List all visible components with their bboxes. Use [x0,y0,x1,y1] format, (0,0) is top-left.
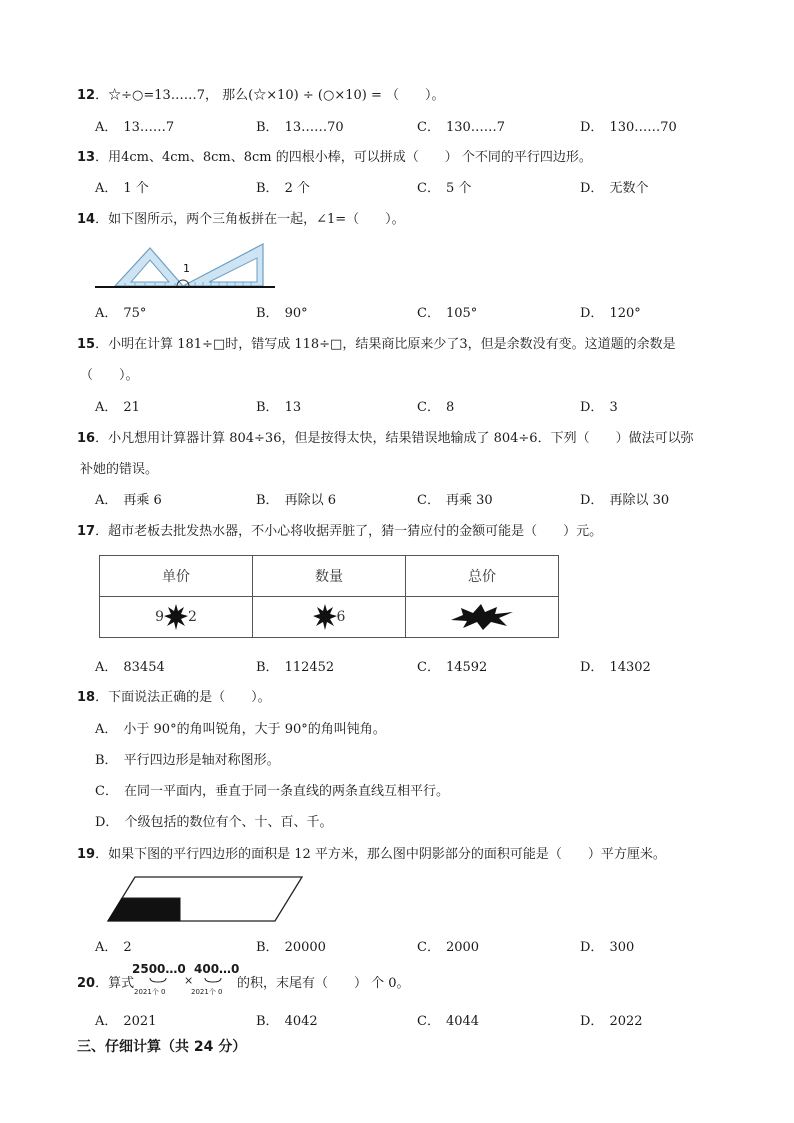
question-number: 20 [77,976,96,991]
option-text: 300 [609,940,635,955]
option-text: 13……7 [123,120,175,135]
option-text: 再乘 6 [123,493,162,508]
question-text: ．下面说法正确的是（ ）。 [95,690,271,705]
option-label: C． [417,181,440,196]
digit: 9 [155,609,164,625]
question-continuation: 补她的错误。 [80,462,159,477]
cell-unit-price [100,597,253,638]
option-b[interactable] [256,116,344,135]
option-text: 8 [445,400,455,415]
option-label: D． [580,940,604,955]
option-label: B． [256,181,279,196]
option-text: 5 个 [445,181,472,196]
option-text: 112452 [284,660,335,675]
option-text: 再除以 6 [284,493,336,508]
option-label: D． [580,181,604,196]
option-a[interactable] [95,656,165,675]
option-d[interactable] [580,656,651,675]
underbrace-icon [203,977,223,985]
question-text-post: 的积，末尾有（ ） 个 0。 [237,976,410,991]
option-text: 2000 [445,940,480,955]
option-label: C． [417,400,440,415]
option-text: 14592 [445,660,488,675]
option-a[interactable] [95,718,386,737]
option-text: 14302 [609,660,651,675]
option-d[interactable] [580,177,648,196]
ink-blot-icon [164,604,188,630]
option-a[interactable] [95,396,140,415]
question-number: 18 [77,690,96,705]
option-text: 75° [123,306,147,321]
option-d[interactable] [580,302,641,321]
option-text: 130……7 [445,120,506,135]
option-label: D． [580,400,604,415]
option-label: D． [580,493,604,508]
option-label: A． [95,493,118,508]
option-label: C． [417,306,440,321]
option-text: 在同一平面内，垂直于同一条直线的两条直线互相平行。 [123,784,449,799]
underbrace-icon [148,977,168,985]
question-13 [77,146,592,165]
shaded-region [108,898,180,921]
option-label: A． [95,940,118,955]
question-text-pre: ．算式 [95,976,135,991]
option-label: A． [95,722,118,737]
option-text: 再除以 30 [609,493,670,508]
option-label: B． [256,940,279,955]
question-text: ．如下图所示，两个三角板拼在一起，∠1=（ ）。 [95,212,405,227]
times-sign: × [184,974,194,987]
option-text: 2022 [609,1014,643,1029]
option-c[interactable] [417,302,477,321]
parallelogram-figure [105,874,307,924]
option-d[interactable] [95,811,332,830]
option-text: 个级包括的数位有个、十、百、千。 [124,815,333,830]
option-text: 20000 [284,940,326,955]
ink-blot-icon [451,604,513,630]
option-c[interactable] [417,177,471,196]
option-label: A． [95,120,118,135]
cell-quantity [253,597,406,638]
option-text: 平行四边形是轴对称图形。 [123,753,280,768]
option-b[interactable] [256,302,308,321]
option-text: 120° [609,306,641,321]
question-15 [77,333,676,352]
option-label: B． [256,306,279,321]
expr-subscript-2: 2021个 0 [191,988,223,996]
option-label: A． [95,181,118,196]
option-label: D． [580,1014,604,1029]
option-text: 13 [284,400,302,415]
option-b[interactable] [256,656,334,675]
option-text: 小于 90°的角叫锐角，大于 90°的角叫钝角。 [123,722,386,737]
question-20 [77,972,134,991]
option-label: C． [417,660,440,675]
option-label: A． [95,660,118,675]
question-number: 14 [77,212,96,227]
option-b[interactable] [256,177,310,196]
table-header-row [100,556,559,597]
question-text: ．用4cm、4cm、8cm、8cm 的四根小棒，可以拼成（ ） 个不同的平行四边形。 [95,150,592,165]
question-number: 16 [77,431,96,446]
option-c[interactable] [417,936,479,955]
option-label: C． [417,120,440,135]
option-d[interactable] [580,1010,643,1029]
option-b[interactable] [256,396,301,415]
option-a[interactable] [95,302,146,321]
option-label: B． [256,660,279,675]
option-d[interactable] [580,936,634,955]
table-row [100,597,559,638]
question-16 [77,427,694,446]
angle-label: 1 [183,262,190,275]
option-text: 3 [609,400,618,415]
question-text: ．如果下图的平行四边形的面积是 12 平方米，那么图中阴影部分的面积可能是（ ）平方厘米。 [95,847,666,862]
option-label: C． [417,493,440,508]
option-text: 2 个 [284,181,310,196]
option-text: 无数个 [609,181,649,196]
ink-blot-icon [313,604,337,630]
option-c[interactable] [417,489,493,508]
option-text: 2021 [123,1014,157,1029]
option-a[interactable] [95,116,174,135]
option-text: 1 个 [123,181,149,196]
option-a[interactable] [95,177,149,196]
question-text: ．小明在计算 181÷□时，错写成 118÷□，结果商比原来少了3，但是余数没有变。这道题的余数是 [95,337,676,352]
option-label: C． [417,940,440,955]
option-label: B． [95,753,118,768]
question-continuation: （ ）。 [80,368,139,383]
triangle-rulers-figure [95,236,275,292]
option-d[interactable] [580,396,618,415]
option-a[interactable] [95,489,162,508]
option-b[interactable] [256,1010,318,1029]
receipt-table [99,555,559,638]
option-label: B． [256,120,279,135]
option-label: D． [580,120,604,135]
expr-number-2: 400…0 [194,962,240,976]
expr-number-1: 2500…0 [132,962,186,976]
option-label: A． [95,1014,118,1029]
option-label: C． [417,1014,440,1029]
option-b[interactable] [95,749,280,768]
option-text: 13……70 [284,120,344,135]
option-text: 再乘 30 [445,493,493,508]
option-b[interactable] [256,489,336,508]
expr-subscript-1: 2021个 0 [134,988,166,996]
question-text: ．小凡想用计算器计算 804÷36，但是按得太快，结果错误地输成了 804÷6．下列（ ）做法可以弥 [95,431,694,446]
header-quantity: 数量 [253,556,406,597]
question-number: 12 [77,88,96,103]
option-c[interactable] [417,116,505,135]
digit: 6 [336,609,346,625]
question-number: 15 [77,337,96,352]
option-text: 90° [284,306,308,321]
option-c[interactable] [417,396,454,415]
option-label: A． [95,400,118,415]
option-b[interactable] [256,936,326,955]
header-total: 总价 [406,556,559,597]
question-12 [77,84,444,103]
option-label: D． [95,815,119,830]
option-label: D． [580,660,604,675]
option-label: B． [256,400,279,415]
question-17 [77,520,602,539]
option-c[interactable] [417,656,487,675]
option-text: 83454 [123,660,165,675]
option-c[interactable] [95,780,449,799]
option-label: A． [95,306,118,321]
section-title: 三、仔细计算（共 24 分） [77,1039,247,1055]
header-unit-price: 单价 [100,556,253,597]
option-label: C． [95,784,118,799]
option-label: B． [256,493,279,508]
question-14 [77,208,405,227]
option-text: 21 [123,400,140,415]
option-d[interactable] [580,489,669,508]
question-18 [77,686,271,705]
option-label: B． [256,1014,279,1029]
option-text: 4044 [445,1014,480,1029]
option-text: 4042 [284,1014,318,1029]
option-d[interactable] [580,116,677,135]
question-text: ．超市老板去批发热水器，不小心将收据弄脏了，猜一猜应付的金额可能是（ ）元。 [95,524,603,539]
question-19 [77,843,666,862]
question-number: 19 [77,847,96,862]
question-number: 13 [77,150,96,165]
option-text: 130……70 [609,120,677,135]
cell-total [406,597,559,638]
option-a[interactable] [95,1010,156,1029]
option-c[interactable] [417,1010,479,1029]
question-number: 17 [77,524,96,539]
digit: 2 [188,609,197,625]
option-text: 2 [123,940,132,955]
question-text: ．☆÷○=13……7， 那么(☆×10) ÷ (○×10) = （ ）。 [95,88,445,103]
option-label: D． [580,306,604,321]
option-a[interactable] [95,936,132,955]
option-text: 105° [445,306,478,321]
